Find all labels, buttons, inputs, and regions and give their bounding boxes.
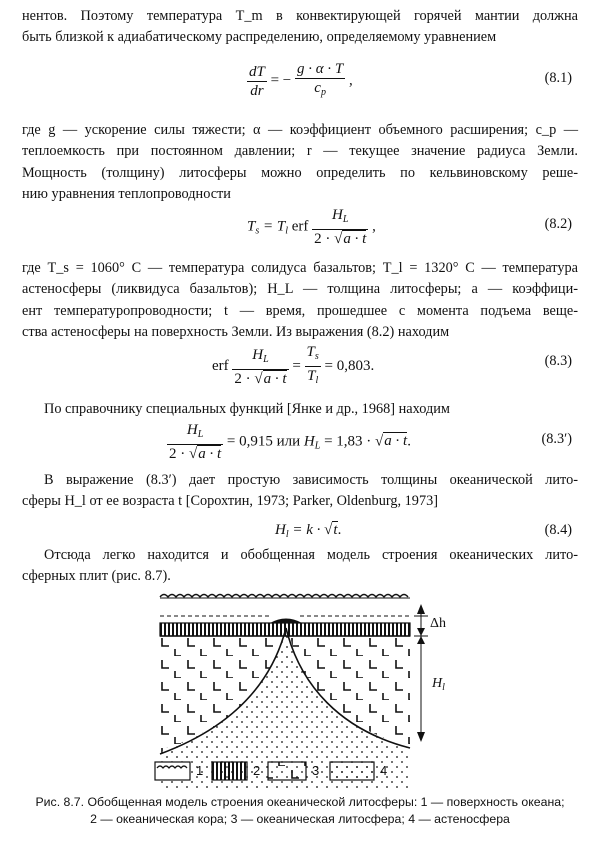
eq-subscript: l xyxy=(315,375,319,386)
eq-subscript: s xyxy=(314,351,319,362)
equation-number: (8.1) xyxy=(544,70,572,86)
eq-denominator: c xyxy=(314,80,321,96)
eq-denominator: 2 · xyxy=(169,446,189,462)
equation-8-4: $H_l = k \cdot √t$. (8.4) xyxy=(275,522,572,540)
eq-sqrt: a · t xyxy=(198,446,222,462)
eq-subscript: L xyxy=(197,429,204,440)
text-line: где g — ускорение силы тяжести; α — коэффициент объемного расширения; c_p — xyxy=(22,122,578,138)
eq-tail: , xyxy=(348,72,353,89)
eq-numerator: T xyxy=(306,344,315,360)
eq-subscript: l xyxy=(285,225,288,237)
eq-symbol: T xyxy=(247,218,256,235)
lithosphere-model-figure xyxy=(0,590,600,790)
caption-line: 2 — океаническая кора; 3 — океаническая литосфера; 4 — астеносфера xyxy=(90,812,510,826)
eq-numerator: dT xyxy=(249,63,265,80)
delta-h-label: Δh xyxy=(430,616,447,631)
equation-8-1 xyxy=(22,60,578,100)
eq-tail: . xyxy=(337,522,342,538)
eq-sqrt: t xyxy=(333,522,338,538)
eq-text: = 0,915 или xyxy=(226,433,304,450)
eq-sqrt: a · t xyxy=(263,370,287,387)
eq-tail: = 0,803. xyxy=(324,357,375,374)
text-line: Отсюда легко находится и обобщенная модель строения океанических лито- xyxy=(44,547,578,563)
equation-number: (8.4) xyxy=(544,522,572,538)
ocean-surface xyxy=(160,595,408,598)
text-line: сферных плит (рис. 8.7). xyxy=(22,568,171,585)
equation-number: (8.3′) xyxy=(541,431,572,447)
equation-number: (8.3) xyxy=(544,353,572,369)
text-line: быть близкой к адиабатическому распределению, определяемому уравнением xyxy=(22,29,497,46)
eq-operator: = xyxy=(292,357,305,374)
eq-subscript: s xyxy=(255,225,260,237)
eq-subscript: p xyxy=(320,87,326,98)
eq-operator: = − xyxy=(270,72,292,89)
paragraph-6 xyxy=(22,545,578,588)
equation-8-3: erf $\frac{H_L}{2 \cdot √a \cdot t}$ = $\frac{T_s}{T_l}$ = 0,803. (8.3) xyxy=(212,344,572,387)
text-line: нентов. Поэтому температура T_m в конвектирующей горячей мантии должна xyxy=(22,8,578,24)
eq-denominator: T xyxy=(307,368,316,384)
eq-subscript: L xyxy=(342,214,349,225)
paragraph-2 xyxy=(22,120,578,205)
eq-numerator: H xyxy=(252,346,264,363)
legend-label-3: 3 xyxy=(312,763,320,778)
paragraph-5 xyxy=(22,470,578,513)
legend-label-1: 1 xyxy=(196,763,204,778)
eq-denominator: dr xyxy=(250,82,264,99)
text-line: Мощность (толщину) литосферы можно определить по кельвиновскому решe- xyxy=(22,164,578,181)
eq-symbol: H xyxy=(303,433,315,450)
oceanic-crust xyxy=(160,623,410,636)
paragraph-1 xyxy=(22,6,578,49)
text-line: астеносферы (ликвидуса базальтов); H_L — толщина литосферы; a — коэффици- xyxy=(22,281,578,298)
eq-tail: , xyxy=(372,218,376,235)
lithosphere-thickness-label: $H_l$ xyxy=(432,676,445,693)
text-line: нию уравнения теплопроводности xyxy=(22,185,231,202)
legend-label-4: 4 xyxy=(380,763,388,778)
equation-8-2: $T_s = T_l$ erf $\frac{H_L}{2 \cdot √a \cdot t}$ , (8.2) xyxy=(247,207,572,247)
eq-sqrt: a · t xyxy=(343,231,367,247)
eq-numerator: H xyxy=(186,422,198,438)
eq-denominator: 2 · xyxy=(314,231,335,247)
eq-numerator: H xyxy=(332,207,343,223)
eq-subscript: L xyxy=(263,353,269,365)
text-line: где T_s = 1060° С — температура солидуса базальтов; T_l = 1320° С — температура xyxy=(22,260,578,276)
legend-label-2: 2 xyxy=(253,763,261,778)
eq-text: = 1,83 · xyxy=(320,433,376,450)
caption-line: Рис. 8.7. Обобщенная модель строения океанической литосферы: 1 — поверхность океана; xyxy=(35,795,565,809)
eq-symbol: H xyxy=(275,522,286,538)
eq-function: erf xyxy=(288,218,313,235)
eq-tail: . xyxy=(407,433,411,450)
eq-subscript: l xyxy=(285,529,289,540)
text-line: теплоемкость при постоянном давлении; r — текущее значение радиуса Земли. xyxy=(22,143,578,160)
eq-symbol: = k · xyxy=(288,522,325,538)
eq-symbol: = T xyxy=(259,218,286,235)
text-line: По справочнику специальных функций [Янке и др., 1968] находим xyxy=(44,401,450,417)
paragraph-3 xyxy=(22,258,578,343)
eq-denominator: 2 · xyxy=(234,370,255,387)
paragraph-4 xyxy=(22,399,578,420)
eq-function: erf xyxy=(212,357,233,374)
eq-sqrt: a · t xyxy=(384,433,408,450)
eq-numerator: g · α · T xyxy=(297,61,344,77)
text-line: ент температуропроводности; t — время, прошедшее с момента подъема веще- xyxy=(22,302,578,319)
equation-8-3-prime: $\frac{H_L}{2 \cdot √a \cdot t}$ = 0,915 или $H_L = 1,83 \cdot √a \cdot t$. (8.3′) xyxy=(169,422,572,462)
eq-subscript: L xyxy=(314,440,321,452)
figure-caption xyxy=(22,794,578,828)
text-line: сферы H_l от ее возраста t [Сорохтин, 1973; Parker, Oldenburg, 1973] xyxy=(22,493,438,510)
equation-number: (8.2) xyxy=(544,216,572,232)
text-line: В выражение (8.3′) дает простую зависимость толщины океанической лито- xyxy=(44,472,578,488)
text-line: ства астеносферы на поверхность Земли. Из выражения (8.2) находим xyxy=(22,323,450,340)
